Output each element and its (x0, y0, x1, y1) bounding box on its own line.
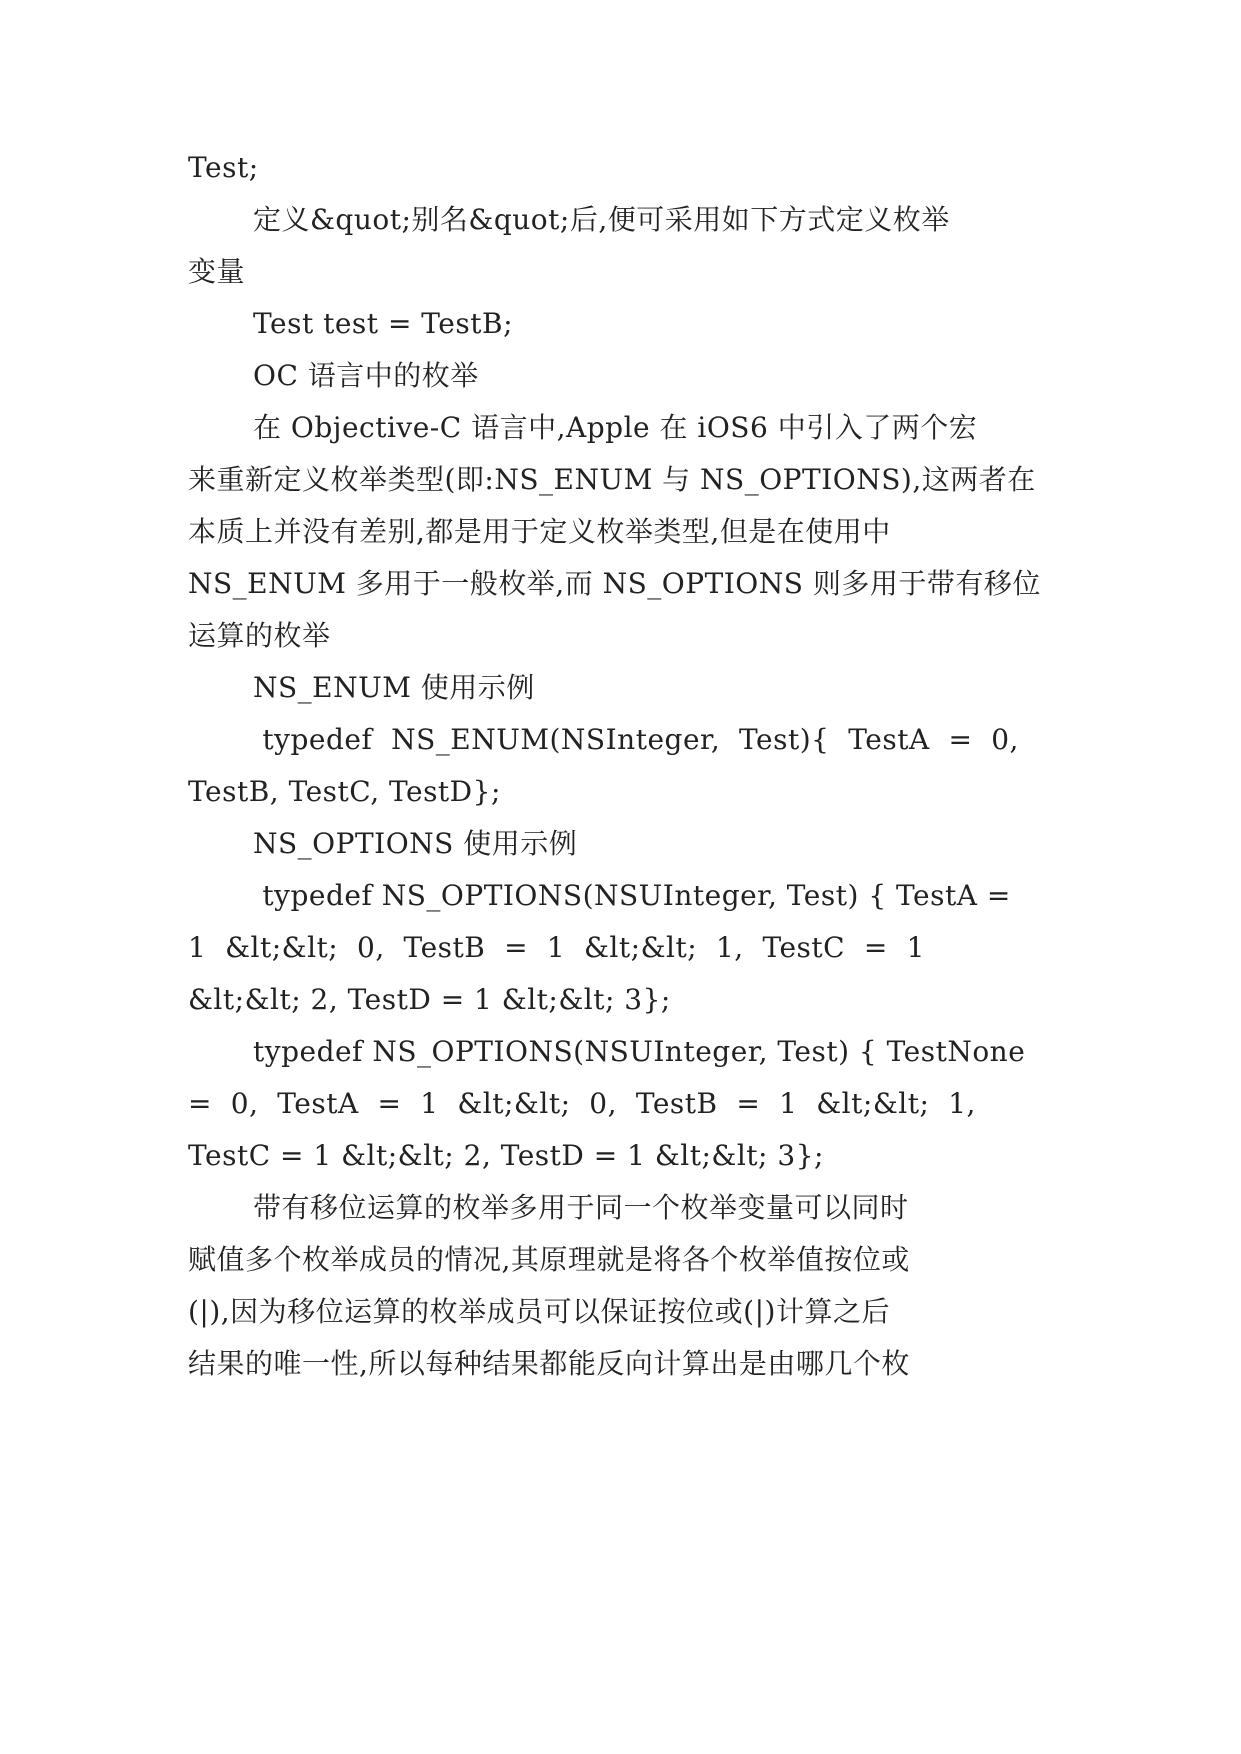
code-line: = 0, TestA = 1 &lt;&lt; 0, TestB = 1 &lt;&lt; 1, (188, 1087, 976, 1120)
code-line: typedef NS_ENUM(NSInteger, Test){ TestA = 0, (253, 723, 1019, 756)
text-line: 变量 (188, 255, 246, 288)
text-line: 带有移位运算的枚举多用于同一个枚举变量可以同时 (253, 1191, 909, 1224)
code-line: 1 &lt;&lt; 0, TestB = 1 &lt;&lt; 1, TestC = 1 (188, 931, 925, 964)
text-line: NS_ENUM 多用于一般枚举,而 NS_OPTIONS 则多用于带有移位 (188, 567, 1041, 600)
text-line: 在 Objective-C 语言中,Apple 在 iOS6 中引入了两个宏 (253, 411, 978, 444)
text-line: NS_ENUM 使用示例 (253, 671, 535, 704)
text-line: Test; (188, 151, 259, 184)
section-heading: OC 语言中的枚举 (253, 359, 479, 392)
text-line: 本质上并没有差别,都是用于定义枚举类型,但是在使用中 (188, 515, 891, 548)
text-line: 运算的枚举 (188, 619, 331, 652)
text-line: NS_OPTIONS 使用示例 (253, 827, 578, 860)
code-line: &lt;&lt; 2, TestD = 1 &lt;&lt; 3}; (188, 983, 671, 1016)
text-line: Test test = TestB; (253, 307, 514, 340)
code-line: TestB, TestC, TestD}; (188, 775, 501, 808)
text-line: (|),因为移位运算的枚举成员可以保证按位或(|)计算之后 (188, 1295, 890, 1328)
code-line: typedef NS_OPTIONS(NSUInteger, Test) { TestNone (253, 1035, 1026, 1068)
code-line: typedef NS_OPTIONS(NSUInteger, Test) { TestA = (253, 879, 1011, 912)
text-line: 赋值多个枚举成员的情况,其原理就是将各个枚举值按位或 (188, 1243, 910, 1276)
code-line: TestC = 1 &lt;&lt; 2, TestD = 1 &lt;&lt; 3}; (188, 1139, 824, 1172)
text-line: 结果的唯一性,所以每种结果都能反向计算出是由哪几个枚 (188, 1347, 910, 1380)
text-line: 定义&quot;别名&quot;后,便可采用如下方式定义枚举 (253, 203, 950, 236)
text-line: 来重新定义枚举类型(即:NS_ENUM 与 NS_OPTIONS),这两者在 (188, 463, 1036, 496)
